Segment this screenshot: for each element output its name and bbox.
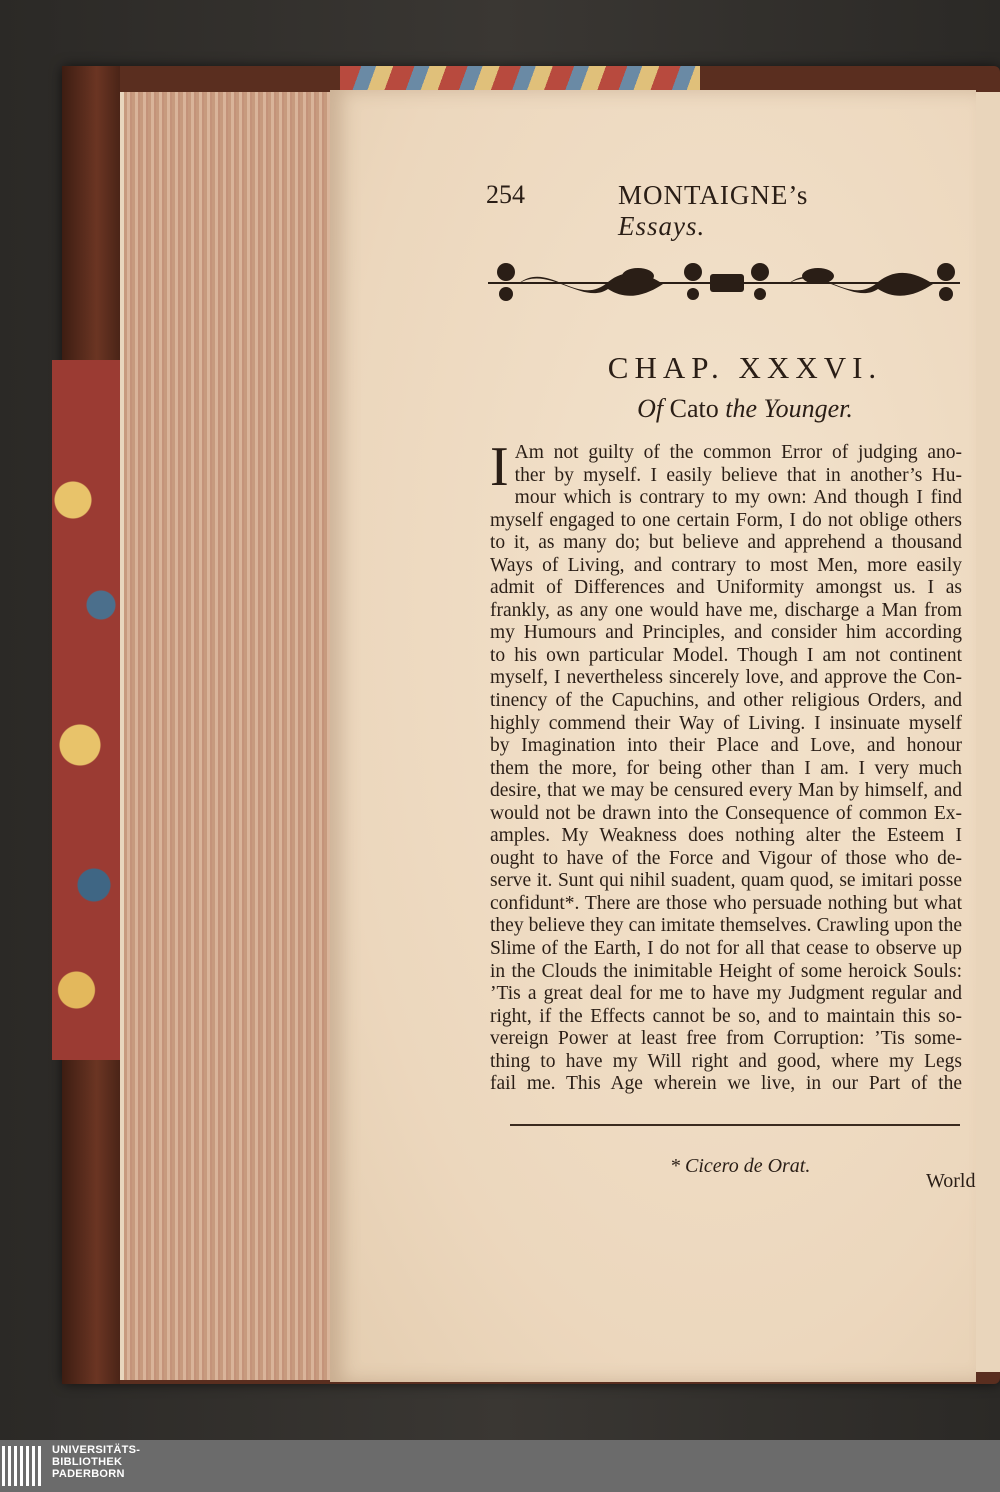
page-edges [120, 92, 338, 1380]
text-line: amples. My Weakness does nothing alter the Esteem I [490, 825, 962, 847]
footnote: * Cicero de Orat. [670, 1155, 811, 1177]
library-logo-text [52, 1444, 140, 1480]
marbled-board-top [340, 66, 700, 90]
footer-bar [0, 1440, 1000, 1492]
running-title-italic: Essays. [618, 211, 706, 241]
facing-page-edge [976, 92, 1000, 1372]
text-line: myself engaged to one certain Form, I do not oblige others [490, 509, 962, 531]
text-line: to his own particular Model. Though I am not continent [490, 644, 962, 666]
text-line: ther by myself. I easily believe that in another’s Hu- [514, 464, 962, 486]
text-line: to it, as many do; but believe and apprehend a thousand [490, 532, 962, 554]
catchword: World [926, 1170, 976, 1192]
logo-line-3: PADERBORN [52, 1468, 125, 1480]
text-line: serve it. Sunt qui nihil suadent, quam quod, se imitari posse [490, 870, 962, 892]
chapter-title-italic: the Younger. [725, 394, 853, 423]
text-line: Ways of Living, and contrary to most Men, more easily [490, 554, 962, 576]
text-line: frankly, as any one would have me, discharge a Man from [490, 599, 962, 621]
printer-ornament-icon [488, 254, 960, 312]
text-line: ought to have of the Force and Vigour of those who de- [490, 847, 962, 869]
running-head [486, 180, 870, 241]
text-line: mour which is contrary to my own: And though I find [514, 487, 962, 509]
footnote-rule [510, 1124, 960, 1126]
chapter-heading: CHAP. XXXVI. [607, 350, 883, 385]
chapter-title [560, 394, 930, 424]
logo-line-2: BIBLIOTHEK [52, 1456, 123, 1468]
text-line: highly commend their Way of Living. I insinuate myself [490, 712, 962, 734]
text-line: right, if the Effects cannot be so, and to maintain this so- [490, 1005, 962, 1027]
text-line: vereign Power at least free from Corruption: ’Tis some- [490, 1028, 962, 1050]
chapter-title-of: Of [637, 394, 670, 423]
running-title [618, 180, 870, 242]
running-title-text: MONTAIGNE’s [618, 180, 809, 210]
library-logo-icon [0, 1444, 46, 1488]
text-line: admit of Differences and Uniformity amongst us. I as [490, 577, 962, 599]
chapter-title-name: Cato [669, 394, 726, 423]
logo-line-1: UNIVERSITÄTS- [52, 1444, 141, 1456]
text-line: Am not guilty of the common Error of judging ano- [514, 442, 962, 463]
marbled-board-side [52, 360, 122, 1060]
drop-cap: I [490, 436, 509, 498]
text-line: would not be drawn into the Consequence of common Ex- [490, 802, 962, 824]
text-line: they believe they can imitate themselves. Crawling upon the [490, 915, 962, 937]
text-line: myself, I nevertheless sincerely love, and approve the Con- [490, 667, 962, 689]
text-line: by Imagination into their Place and Love, and honour [490, 735, 962, 757]
text-lines [490, 436, 962, 1096]
body-text [490, 436, 962, 1096]
text-line: thing to have my Will right and good, where my Legs [490, 1050, 962, 1072]
text-line: desire, that we may be censured every Man by himself, and [490, 780, 962, 802]
page-number: 254 [486, 180, 525, 209]
text-line: them the more, for being other than I am. I very much [490, 757, 962, 779]
text-line: ’Tis a great deal for me to have my Judgment regular and [490, 983, 962, 1005]
text-line: fail me. This Age wherein we live, in our Part of the [490, 1073, 962, 1095]
text-line: Slime of the Earth, I do not for all that cease to observe up [490, 938, 962, 960]
text-line: in the Clouds the inimitable Height of some heroick Souls: [490, 960, 962, 982]
text-line: tinency of the Capuchins, and other religious Orders, and [490, 690, 962, 712]
text-line: my Humours and Principles, and consider him according [490, 622, 962, 644]
text-line: confidunt*. There are those who persuade nothing but what [490, 892, 962, 914]
